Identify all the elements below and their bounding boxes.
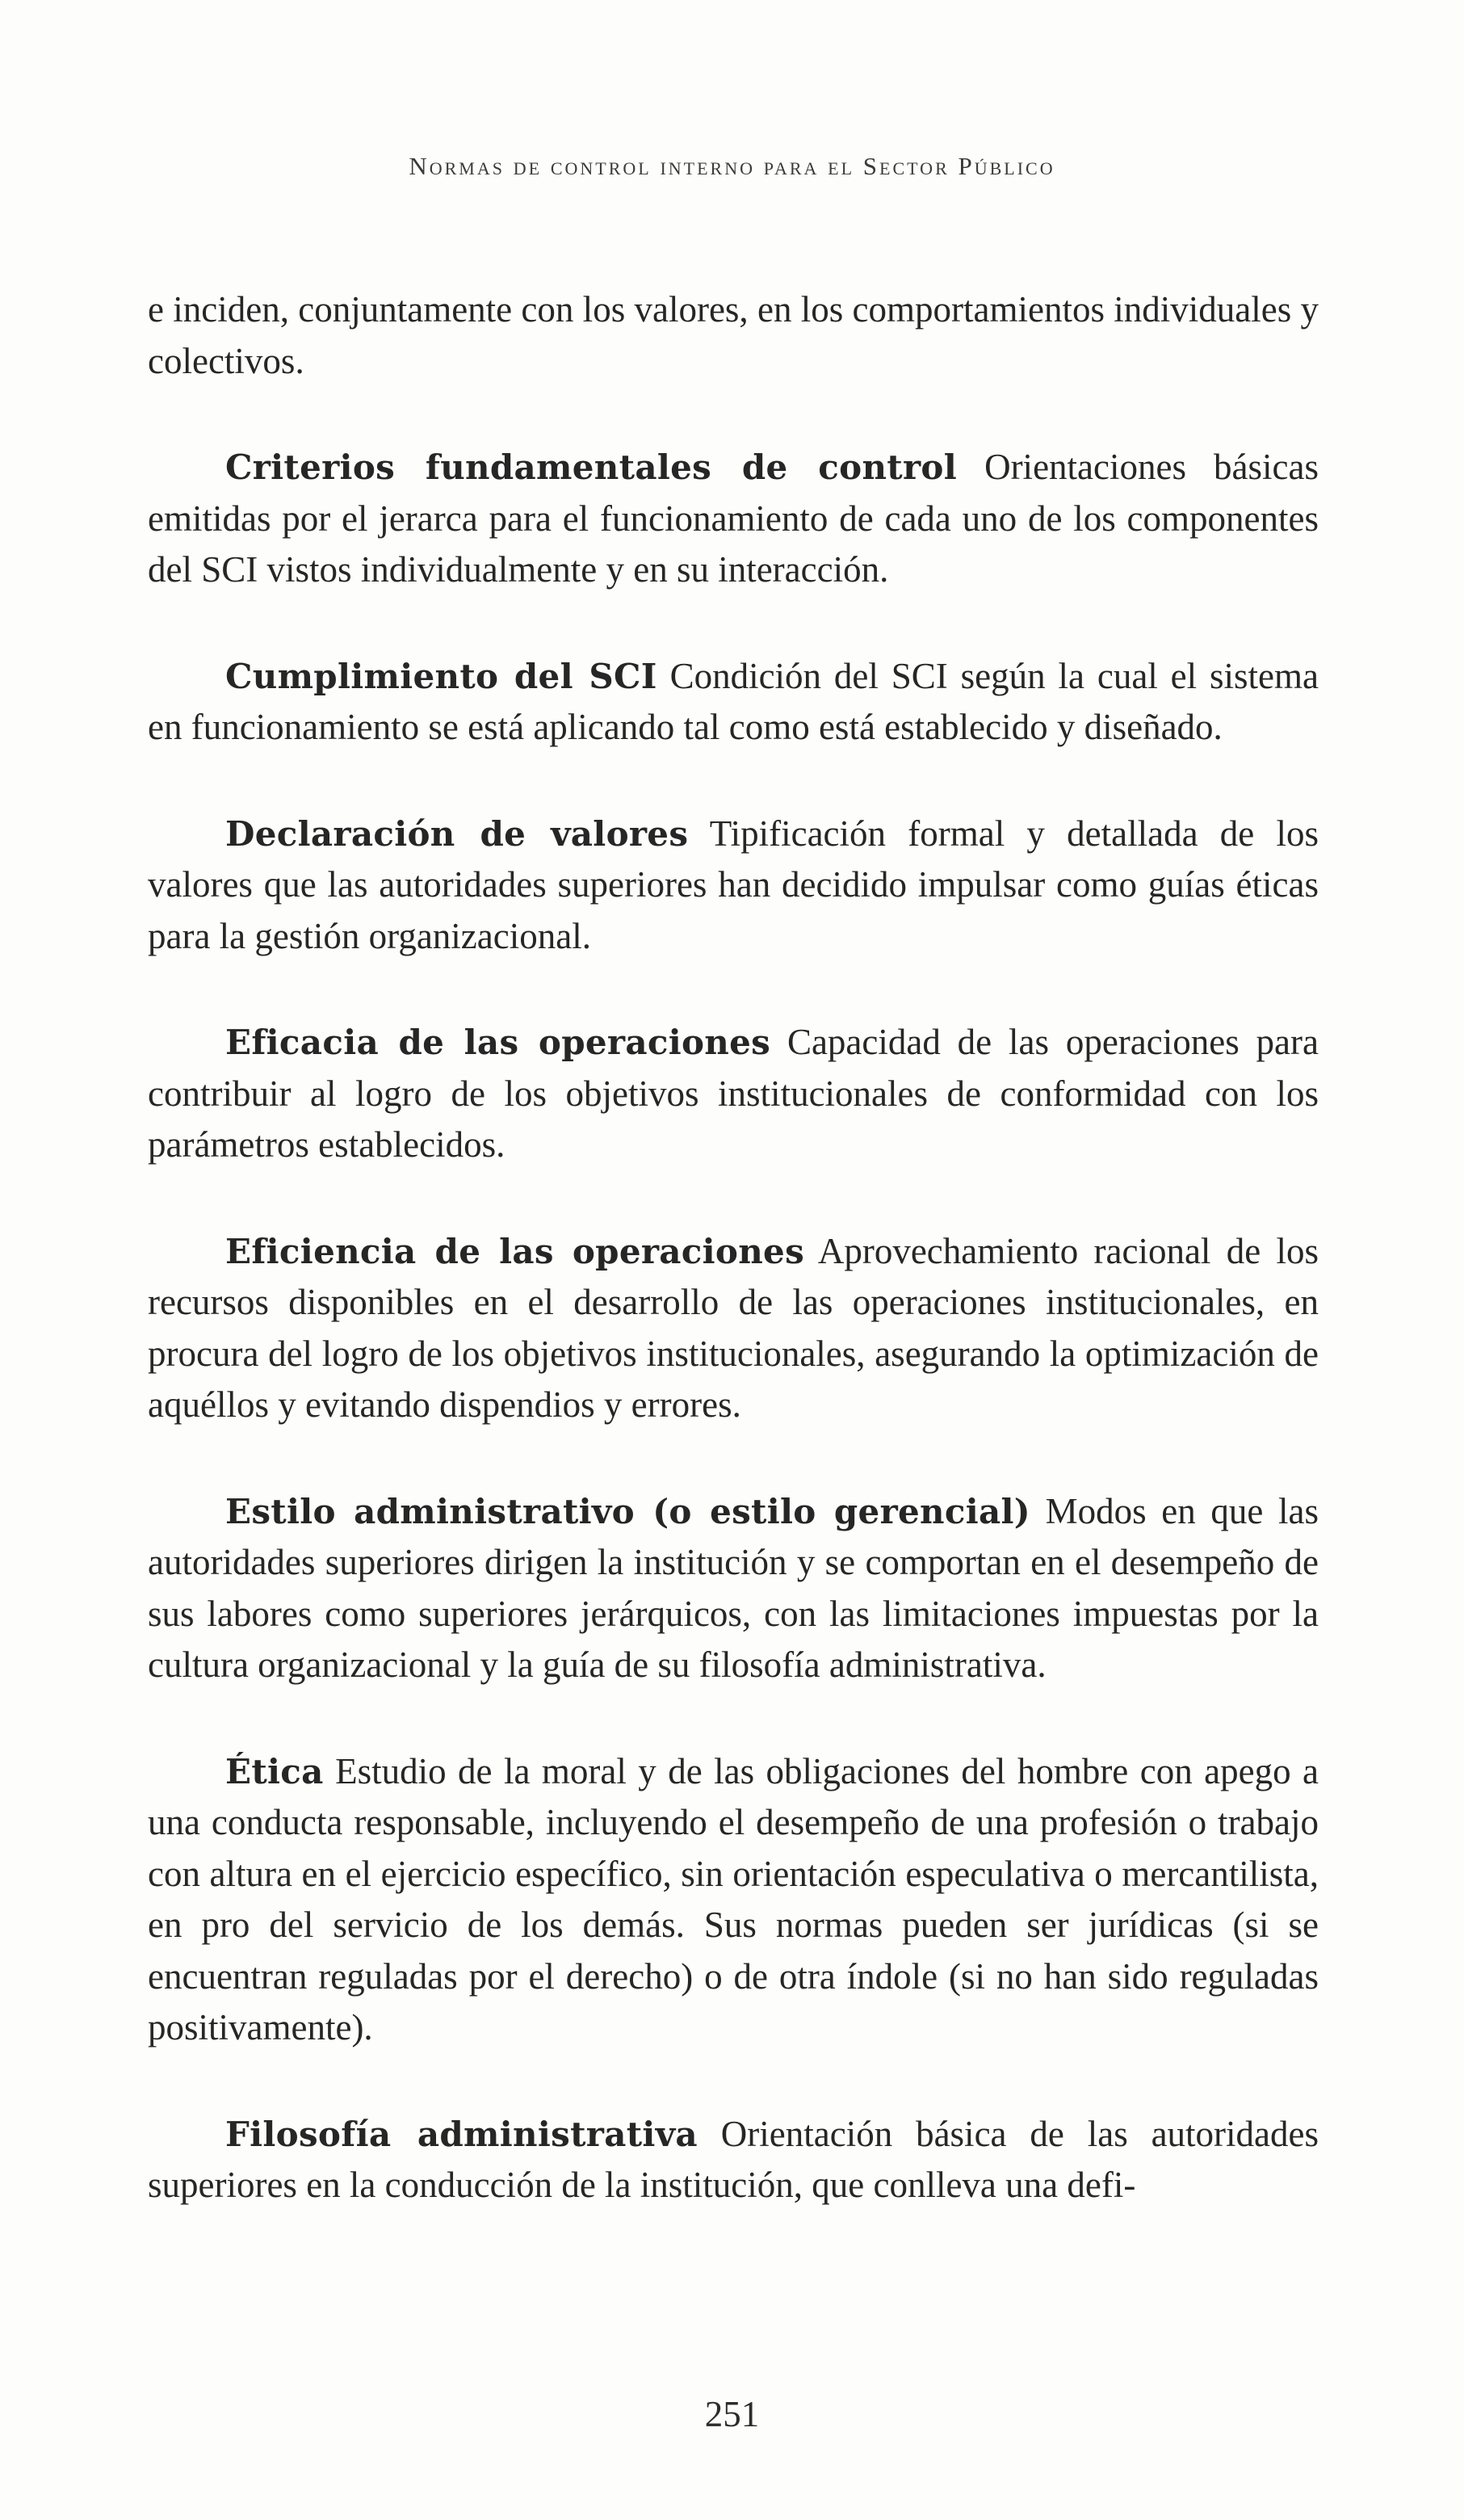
glossary-text: [148, 284, 1319, 2266]
glossary-definition: Estudio de la moral y de las obligaciones del hombre con apego a una conducta responsable, incluyendo el desempeño de una profesión o trabajo con altura en el ejercicio específico, sin orientación especulativa o mercantilista, en pro del servicio de los demás. Sus normas pueden ser jurídicas (si se encuentran reguladas por el derecho) o de otra índole (si no han sido reguladas positivamente).: [148, 1750, 1319, 2048]
glossary-entry: [148, 1486, 1319, 1691]
glossary-term: Cumplimiento del SCI: [225, 656, 657, 696]
page-number: 251: [704, 2394, 760, 2434]
glossary-definition: Orientación básica de las autoridades superiores en la conducción de la institución, que conlleva una defi-: [148, 2113, 1319, 2205]
glossary-definition: Aprovechamiento racional de los recursos disponibles en el desarrollo de las operaciones institucionales, en procura del logro de los objetivos institucionales, asegurando la optimización de aquéllos y evitando dispendios y errores.: [148, 1230, 1319, 1425]
glossary-entry: [148, 651, 1319, 754]
running-header: Normas de control interno para el Sector Público: [409, 152, 1055, 180]
glossary-definition: Modos en que las autoridades superiores dirigen la institución y se comportan en el desempeño de sus labores como superiores jerárquicos, con las limitaciones impuestas por la cultura organizacional y la guía de su filosofía administrativa.: [148, 1490, 1319, 1685]
glossary-definition: Capacidad de las operaciones para contribuir al logro de los objetivos institucionales de conformidad con los parámetros establecidos.: [148, 1022, 1319, 1165]
glossary-entry: [148, 2109, 1319, 2211]
glossary-term: Ética: [225, 1751, 324, 1791]
glossary-term: Filosofía administrativa: [225, 2114, 698, 2154]
glossary-definition: Tipificación formal y detallada de los valores que las autoridades superiores han decidido impulsar como guías éticas para la gestión organizacional.: [148, 813, 1319, 956]
glossary-entry: [148, 442, 1319, 596]
glossary-entry: [148, 1017, 1319, 1171]
glossary-term: Eficiencia de las operaciones: [225, 1231, 805, 1271]
glossary-term: Estilo administrativo (o estilo gerencial): [225, 1491, 1030, 1531]
glossary-entry: [148, 1746, 1319, 2054]
glossary-definition: Condición del SCI según la cual el sistema en funcionamiento se está aplicando tal como está establecido y diseñado.: [148, 655, 1319, 747]
glossary-definition: Orientaciones básicas emitidas por el jerarca para el funcionamiento de cada uno de los componentes del SCI vistos individualmente y en su interacción.: [148, 447, 1319, 590]
glossary-entry: [148, 1226, 1319, 1431]
glossary-term: Declaración de valores: [225, 813, 689, 854]
continuation-paragraph: e inciden, conjuntamente con los valores, en los comportamientos individuales y colectivos.: [148, 289, 1319, 381]
glossary-term: Criterios fundamentales de control: [225, 447, 957, 487]
glossary-entry: [148, 808, 1319, 963]
glossary-term: Eficacia de las operaciones: [225, 1023, 771, 1062]
